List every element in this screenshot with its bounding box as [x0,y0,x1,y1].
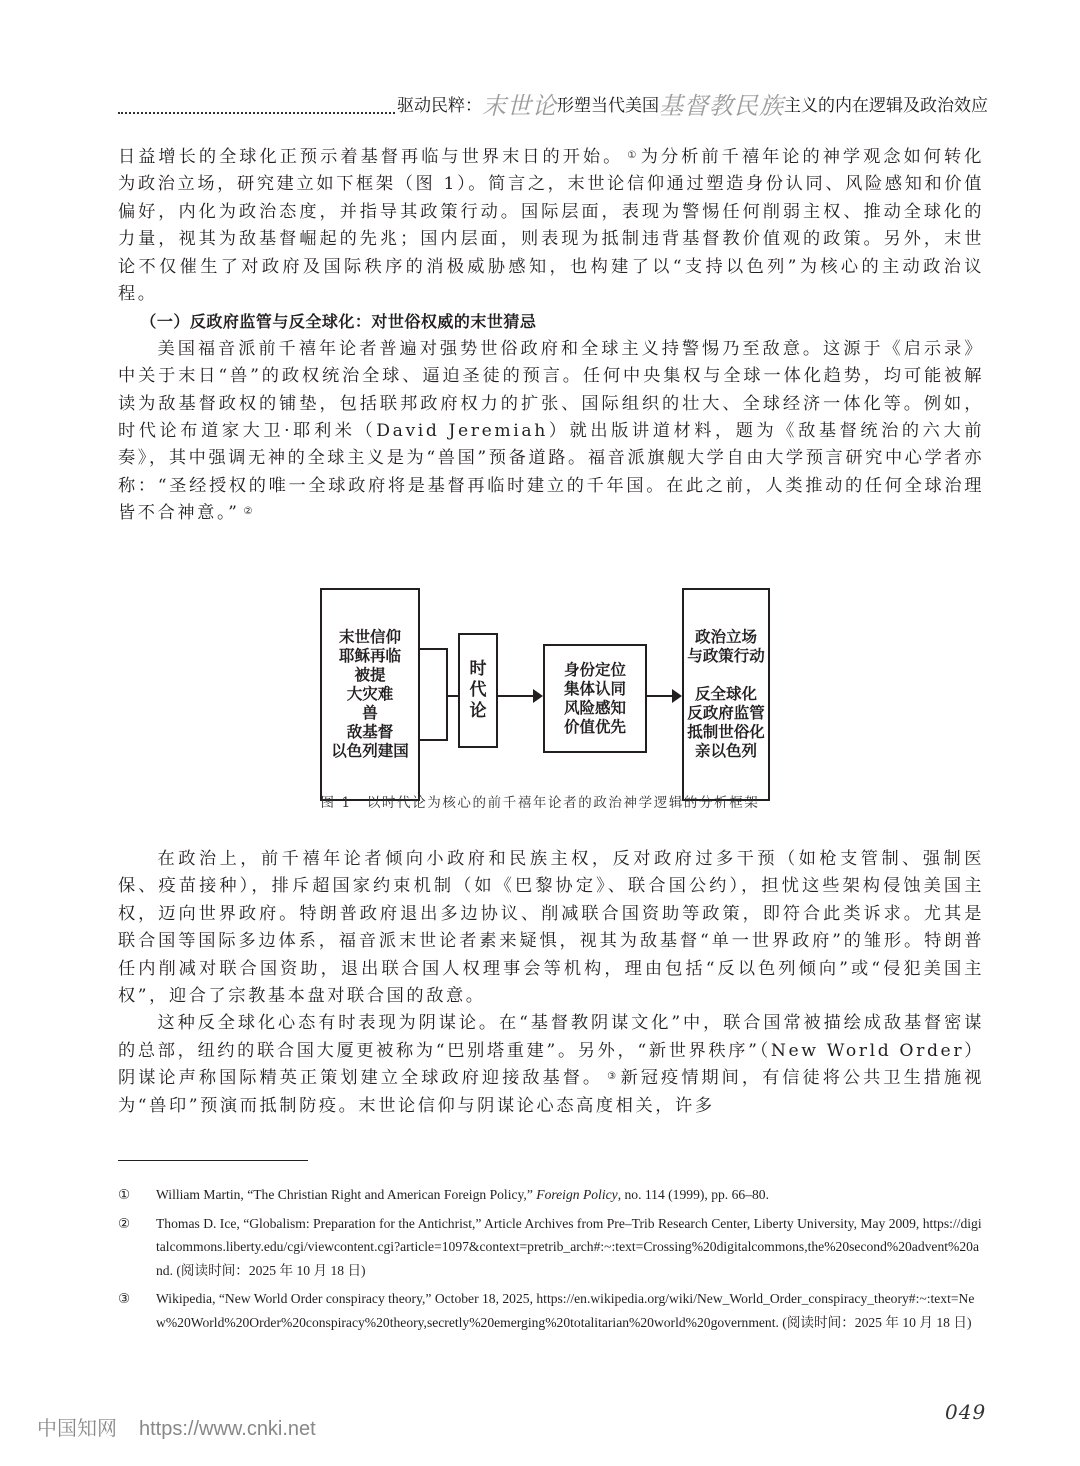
header-title-part1: 驱动民粹： [397,96,482,116]
box-dispensationalism [458,633,498,748]
diagram-label: 末世信仰 [338,628,401,646]
arrow-line [498,695,538,697]
diagram-label: 抵制世俗化 [687,723,765,741]
diagram-label: 时 [469,659,487,679]
footnote-ref-2[interactable]: ② [243,506,253,518]
diagram-label: 亲以色列 [694,742,757,760]
connector-line [420,648,448,650]
journal-title: Foreign Policy [536,1187,618,1202]
diagram-label: 兽 [362,704,378,722]
paragraph [118,1010,984,1120]
diagram-label: 风险感知 [563,698,626,717]
footnote-number: ③ [118,1291,131,1306]
header-title-part2: 形塑当代美国 [557,96,659,116]
body-text-bottom [118,846,984,1120]
header-title-part3: 主义的内在逻辑及政治效应 [784,96,988,116]
paragraph-text: 日益增长的全球化正预示着基督再临与世界末日的开始。 [118,147,624,167]
footnote-number: ② [118,1215,131,1231]
connector-line [448,695,458,697]
footnote-item [118,1287,984,1334]
diagram-label: 耶稣再临 [338,647,401,665]
diagram-label: 身份定位 [563,660,626,679]
cnki-watermark [37,1412,316,1441]
footnote-number: ① [118,1187,131,1202]
body-text-top [118,144,984,528]
box-eschatological-beliefs [320,588,420,801]
diagram-label: 大灾难 [346,685,394,703]
diagram-label: 反全球化 [694,685,757,703]
footnote-text [156,1183,984,1207]
diagram-label: 反政府监管 [687,704,765,722]
footnote-divider [118,1160,308,1161]
cnki-logo: 中国知网 [37,1416,117,1440]
footnote-item [118,1212,984,1283]
diagram-spacer [684,666,768,685]
diagram-label: 敌基督 [346,723,394,741]
figure-1-diagram [320,588,770,803]
footnote-ref-3[interactable]: ③ [607,1071,617,1083]
diagram-label: 价值优先 [563,717,626,736]
cnki-url[interactable]: https://www.cnki.net [139,1418,316,1440]
footnote-text-part: William Martin, “The Christian Right and American Foreign Policy,” [156,1187,537,1202]
diagram-label: 与政策行动 [687,647,765,665]
paragraph: 在政治上，前千禧年论者倾向小政府和民族主权，反对政府过多干预（如枪支管制、强制医保、疫苗接种），排斥超国家约束机制（如《巴黎协定》、联合国公约），担忧这些架构侵蚀美国主权，迈向世界政府。特朗普政府退出多边协议、削减联合国资助等政策，即符合此类诉求。尤其是联合国等国际多边体系，福音派末世论者素来疑惧，视其为敌基督“单一世界政府”的雏形。特朗普任内削减对联合国资助，退出联合国人权理事会等机构，理由包括“反以色列倾向”或“侵犯美国主权”，迎合了宗教基本盘对联合国的敌意。 [118,849,984,1007]
footnote-item [118,1183,984,1207]
diagram-label: 政治立场 [694,628,757,646]
connector-line [420,739,448,741]
diagram-label: 代 [469,680,487,700]
arrow-head-icon [533,689,543,703]
figure-caption: 图 1 以时代论为核心的前千禧年论者的政治神学逻辑的分析框架 [320,795,760,811]
page-number: 049 [945,1400,987,1424]
footnote-text[interactable]: Thomas D. Ice, “Globalism: Preparation for the Antichrist,” Article Archives from Pre–Trib Research Center, Liberty University, May 2009, https://digitalcommons.liberty.edu/cgi/viewcontent.cgi?article=1097&context=pretrib_arch#:~:text=Crossing%20digitalcommons,the%20second%20advent%20and. (阅读时间：2025 年 10 月 18 日) [156,1215,982,1278]
header-title-highlight-2: 基督教民族 [659,92,784,120]
footnote-text[interactable]: Wikipedia, “New World Order conspiracy theory,” October 18, 2025, https://en.wikipedia.org/wiki/New_World_Order_conspiracy_theory#:~:text=New%20World%20Order%20conspiracy%20theory,secretly%20emerging%20totalitarian%20world%20government. (阅读时间：2025 年 10 月 18 日) [156,1291,975,1330]
running-header [118,88,988,120]
footnote-ref-1[interactable]: ① [627,150,637,161]
paragraph-text: 新冠疫情期间，有信徒将公共卫生措施视为“兽印”预演而抵制防疫。末世论信仰与阴谋论心态高度相关，许多 [118,1068,984,1116]
diagram-label: 被提 [354,666,386,684]
paragraph [118,336,984,528]
arrow-head-icon [672,689,682,703]
header-title-highlight-1: 末世论 [482,92,557,120]
box-political-stance [682,588,770,801]
footnotes [118,1183,984,1339]
diagram-label: 以色列建国 [331,742,409,760]
paragraph-text: 这种反全球化心态有时表现为阴谋论。在“基督教阴谋文化”中，联合国常被描绘成敌基督密谋的总部，纽约的联合国大厦更被称为“巴别塔重建”。另外，“新世界秩序”（New World Order）阴谋论声称国际精英正策划建立全球政府迎接敌基督。 [118,1013,984,1089]
footnote-text-part: , no. 114 (1999), pp. 66–80. [617,1187,769,1202]
paragraph-text: 为分析前千禧年论的神学观念如何转化为政治立场，研究建立如下框架（图 1）。简言之，末世论信仰通过塑造身份认同、风险感知和价值偏好，内化为政治态度，并指导其政策行动。国际层面，表现为警惕任何削弱主权、推动全球化的力量，视其为敌基督崛起的先兆；国内层面，则表现为抵制违背基督教价值观的政策。另外，末世论不仅催生了对政府及国际秩序的消极威胁感知，也构建了以“支持以色列”为核心的主动政治议程。 [118,147,985,305]
diagram-label: 集体认同 [563,679,626,698]
paragraph [118,144,984,308]
box-identity-perception [543,644,647,753]
section-heading: （一）反政府监管与反全球化：对世俗权威的末世猜忌 [140,312,537,332]
diagram-label: 论 [469,701,487,721]
paragraph-text: 美国福音派前千禧年论者普遍对强势世俗政府和全球主义持警惕乃至敌意。这源于《启示录》中关于末日“兽”的政权统治全球、逼迫圣徒的预言。任何中央集权与全球一体化趋势，均可能被解读为敌基督政权的铺垫，包括联邦政府权力的扩张、国际组织的壮大、全球经济一体化等。例如，时代论布道家大卫·耶利米（David Jeremiah）就出版讲道材料，题为《敌基督统治的六大前奏》，其中强调无神的全球主义是为“兽国”预备道路。福音派旗舰大学自由大学预言研究中心学者亦称：“圣经授权的唯一全球政府将是基督再临时建立的千年国。在此之前，人类推动的任何全球治理皆不合神意。” [118,338,984,524]
header-leader-dots [118,111,395,114]
